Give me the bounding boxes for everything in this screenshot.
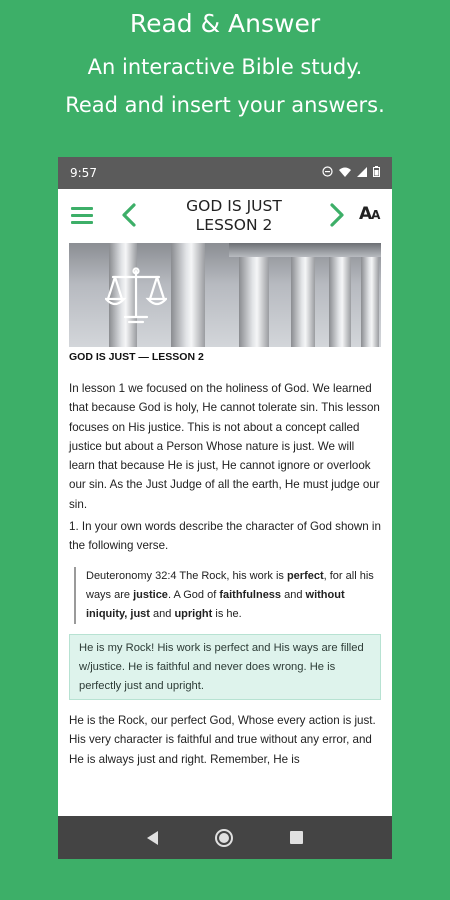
promo-title: Read & Answer	[129, 9, 321, 38]
answer-field[interactable]: He is my Rock! His work is perfect and His ways are filled w/justice. He is faithful and never does wrong. He is perfectly just and upright.	[69, 634, 381, 700]
scripture-quote: Deuteronomy 32:4 The Rock, his work is perfect, for all his ways are justice. A God of faithfulness and without iniquity, just and upright is he.	[74, 567, 381, 624]
signal-icon	[357, 167, 367, 180]
status-bar	[58, 157, 392, 189]
next-lesson-chevron-icon[interactable]	[326, 201, 348, 229]
home-icon[interactable]	[215, 829, 233, 847]
app-header	[58, 189, 392, 241]
promo-subtitle-1: An interactive Bible study.	[87, 55, 363, 79]
lesson-content[interactable]	[58, 241, 392, 816]
status-time: 9:57	[70, 166, 97, 180]
status-icons	[322, 166, 380, 180]
lesson-title	[148, 197, 320, 235]
previous-lesson-chevron-icon[interactable]	[118, 201, 140, 229]
question-1: 1. In your own words describe the character of God shown in the following verse.	[69, 520, 381, 553]
battery-icon	[373, 166, 380, 180]
do-not-disturb-icon	[322, 166, 333, 180]
font-size-icon[interactable]: AA	[359, 204, 380, 224]
lesson-title-line2: LESSON 2	[195, 216, 273, 234]
content-fade	[58, 781, 392, 816]
android-nav-bar	[58, 816, 392, 859]
wifi-icon	[339, 167, 351, 180]
lesson-heading: GOD IS JUST — LESSON 2	[69, 351, 204, 363]
lesson-title-line1: GOD IS JUST	[186, 197, 282, 215]
phone-screen	[58, 157, 392, 859]
back-icon[interactable]	[147, 831, 158, 845]
hero-image	[69, 243, 381, 347]
follow-up-paragraph: He is the Rock, our perfect God, Whose every action is just. His very character is faithful and true without any error, and He is always just and right. Remember, He is	[69, 714, 376, 766]
scales-of-justice-icon	[105, 265, 167, 325]
menu-icon[interactable]	[71, 207, 93, 225]
intro-paragraph: In lesson 1 we focused on the holiness of God. We learned that because God is holy, He cannot tolerate sin. This lesson focuses on His justice. This is not about a concept called justice but about a Person Whose nature is just. We will learn that because He is just, He cannot ignore or overlook our sin. As the Just Judge of all the earth, He must judge our sin.	[69, 382, 380, 511]
recents-icon[interactable]	[290, 831, 303, 844]
promo-subtitle-2: Read and insert your answers.	[65, 93, 385, 117]
